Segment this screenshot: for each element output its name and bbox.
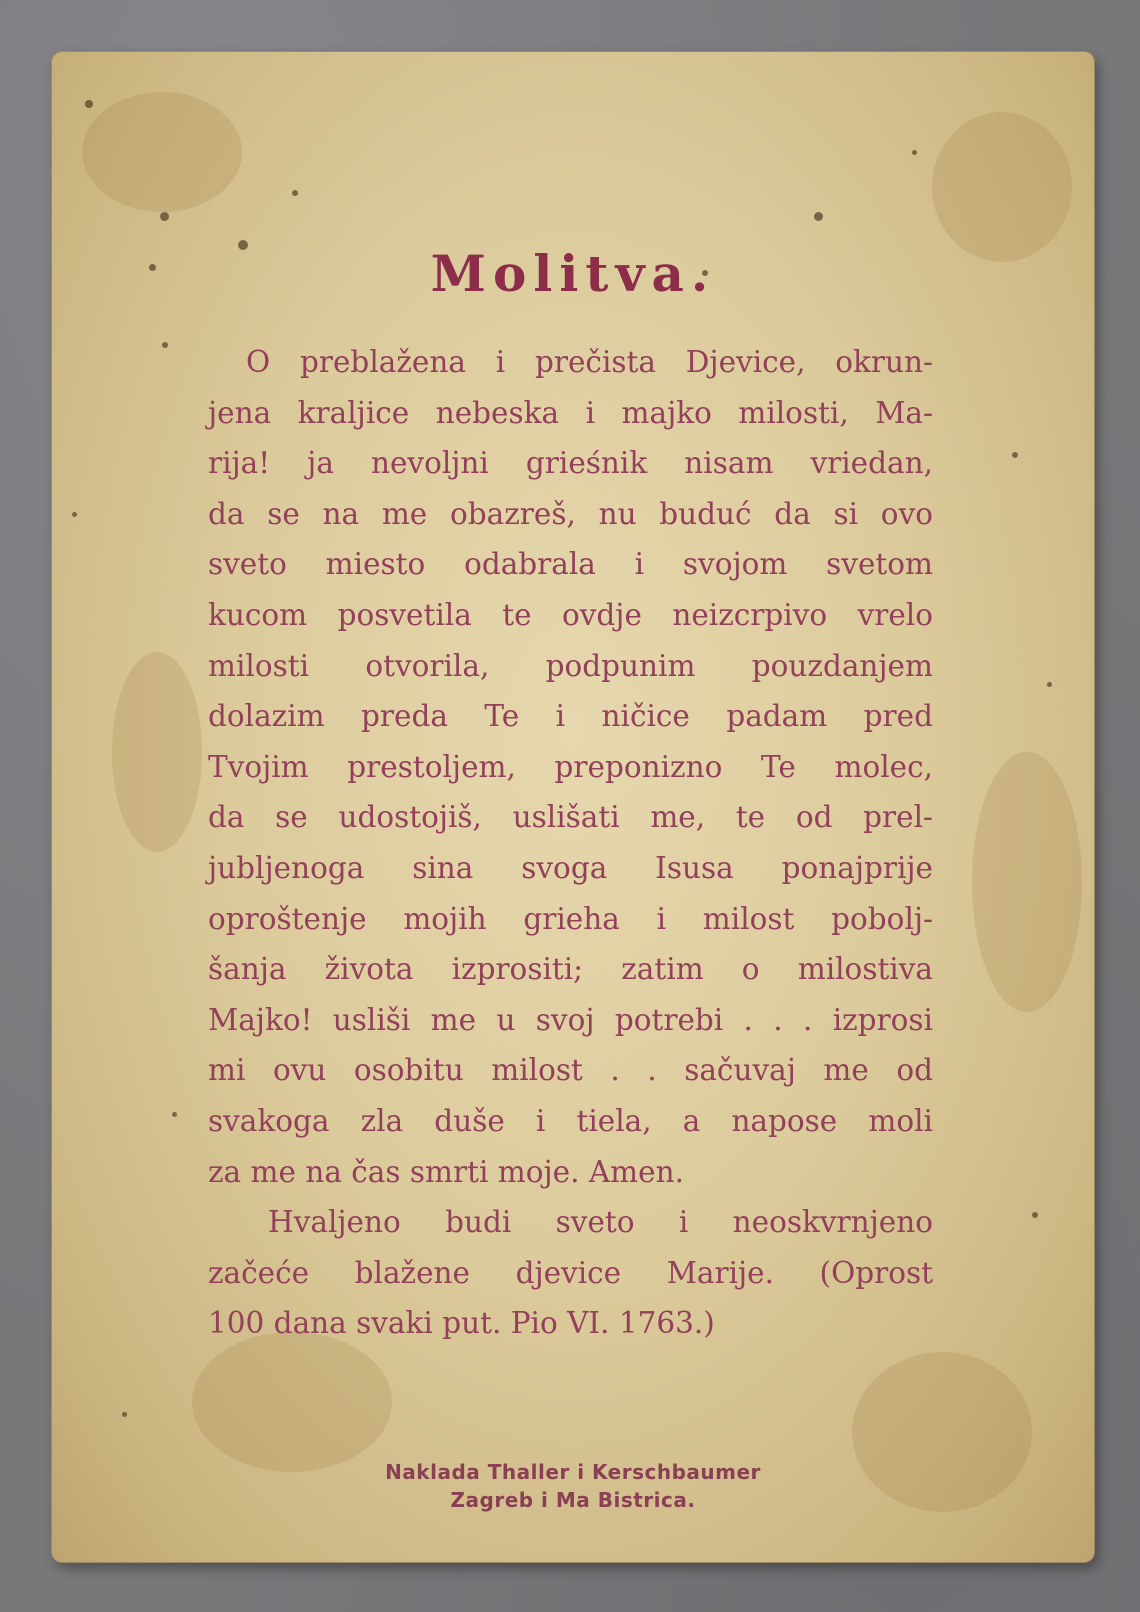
prayer-line: kucom posvetila te ovdje neizcrpivo vrelo [208, 597, 933, 632]
closing-line: začeće blažene djevice Marije. (Oprost [208, 1255, 933, 1290]
foxing-spot [172, 1112, 177, 1117]
foxing-spot [912, 150, 917, 155]
prayer-line: jena kraljice nebeska i majko milosti, Ma- [208, 395, 933, 430]
closing-line: 100 dana svaki put. Pio VI. 1763.) [208, 1306, 715, 1341]
prayer-line: da se udostojiš, uslišati me, te od prel- [208, 800, 933, 835]
stain [932, 112, 1072, 262]
stain [112, 652, 202, 852]
prayer-line: jubljenoga sina svoga Isusa ponajprije [208, 850, 933, 885]
prayer-line: mi ovu osobitu milost . . sačuvaj me od [208, 1053, 933, 1088]
stain [82, 92, 242, 212]
foxing-spot [85, 100, 93, 108]
closing-line: Hvaljeno budi sveto i neoskvrnjeno [268, 1205, 933, 1240]
foxing-spot [72, 512, 77, 517]
prayer-line: da se na me obazreš, nu buduć da si ovo [208, 496, 933, 531]
foxing-spot [1012, 452, 1018, 458]
prayer-line: Majko! usliši me u svoj potrebi . . . izprosi [208, 1002, 933, 1037]
prayer-line: dolazim preda Te i ničice padam pred [208, 699, 933, 734]
foxing-spot [162, 342, 168, 348]
prayer-line: O preblažena i prečista Djevice, okrun- [246, 345, 933, 379]
prayer-line: za me na čas smrti moje. Amen. [208, 1154, 684, 1189]
prayer-line: Tvojim prestoljem, preponizno Te molec, [208, 749, 933, 784]
foxing-spot [292, 190, 298, 196]
prayer-card [52, 52, 1094, 1562]
foxing-spot [1047, 682, 1052, 687]
foxing-spot [1032, 1212, 1038, 1218]
prayer-line: sveto miesto odabrala i svojom svetom [208, 547, 933, 582]
foxing-spot [160, 212, 169, 221]
prayer-line: oproštenje mojih grieha i milost pobolj- [208, 901, 933, 936]
stain [972, 752, 1082, 1012]
publisher-location: Zagreb i Ma Bistrica. [450, 1488, 696, 1512]
foxing-spot [814, 212, 823, 221]
prayer-title: Molitva. [430, 244, 716, 303]
prayer-line: milosti otvorila, podpunim pouzdanjem [208, 648, 933, 683]
prayer-line: rija! ja nevoljni grieśnik nisam vriedan, [208, 446, 933, 481]
publisher-name: Naklada Thaller i Kerschbaumer [385, 1460, 761, 1484]
prayer-text [208, 337, 933, 1349]
foxing-spot [122, 1412, 127, 1417]
prayer-line: svakoga zla duše i tiela, a napose moli [208, 1103, 933, 1138]
prayer-line: šanja života izprositi; zatim o milostiva [208, 952, 933, 987]
stain [192, 1332, 392, 1472]
publisher-imprint [52, 1458, 1094, 1514]
